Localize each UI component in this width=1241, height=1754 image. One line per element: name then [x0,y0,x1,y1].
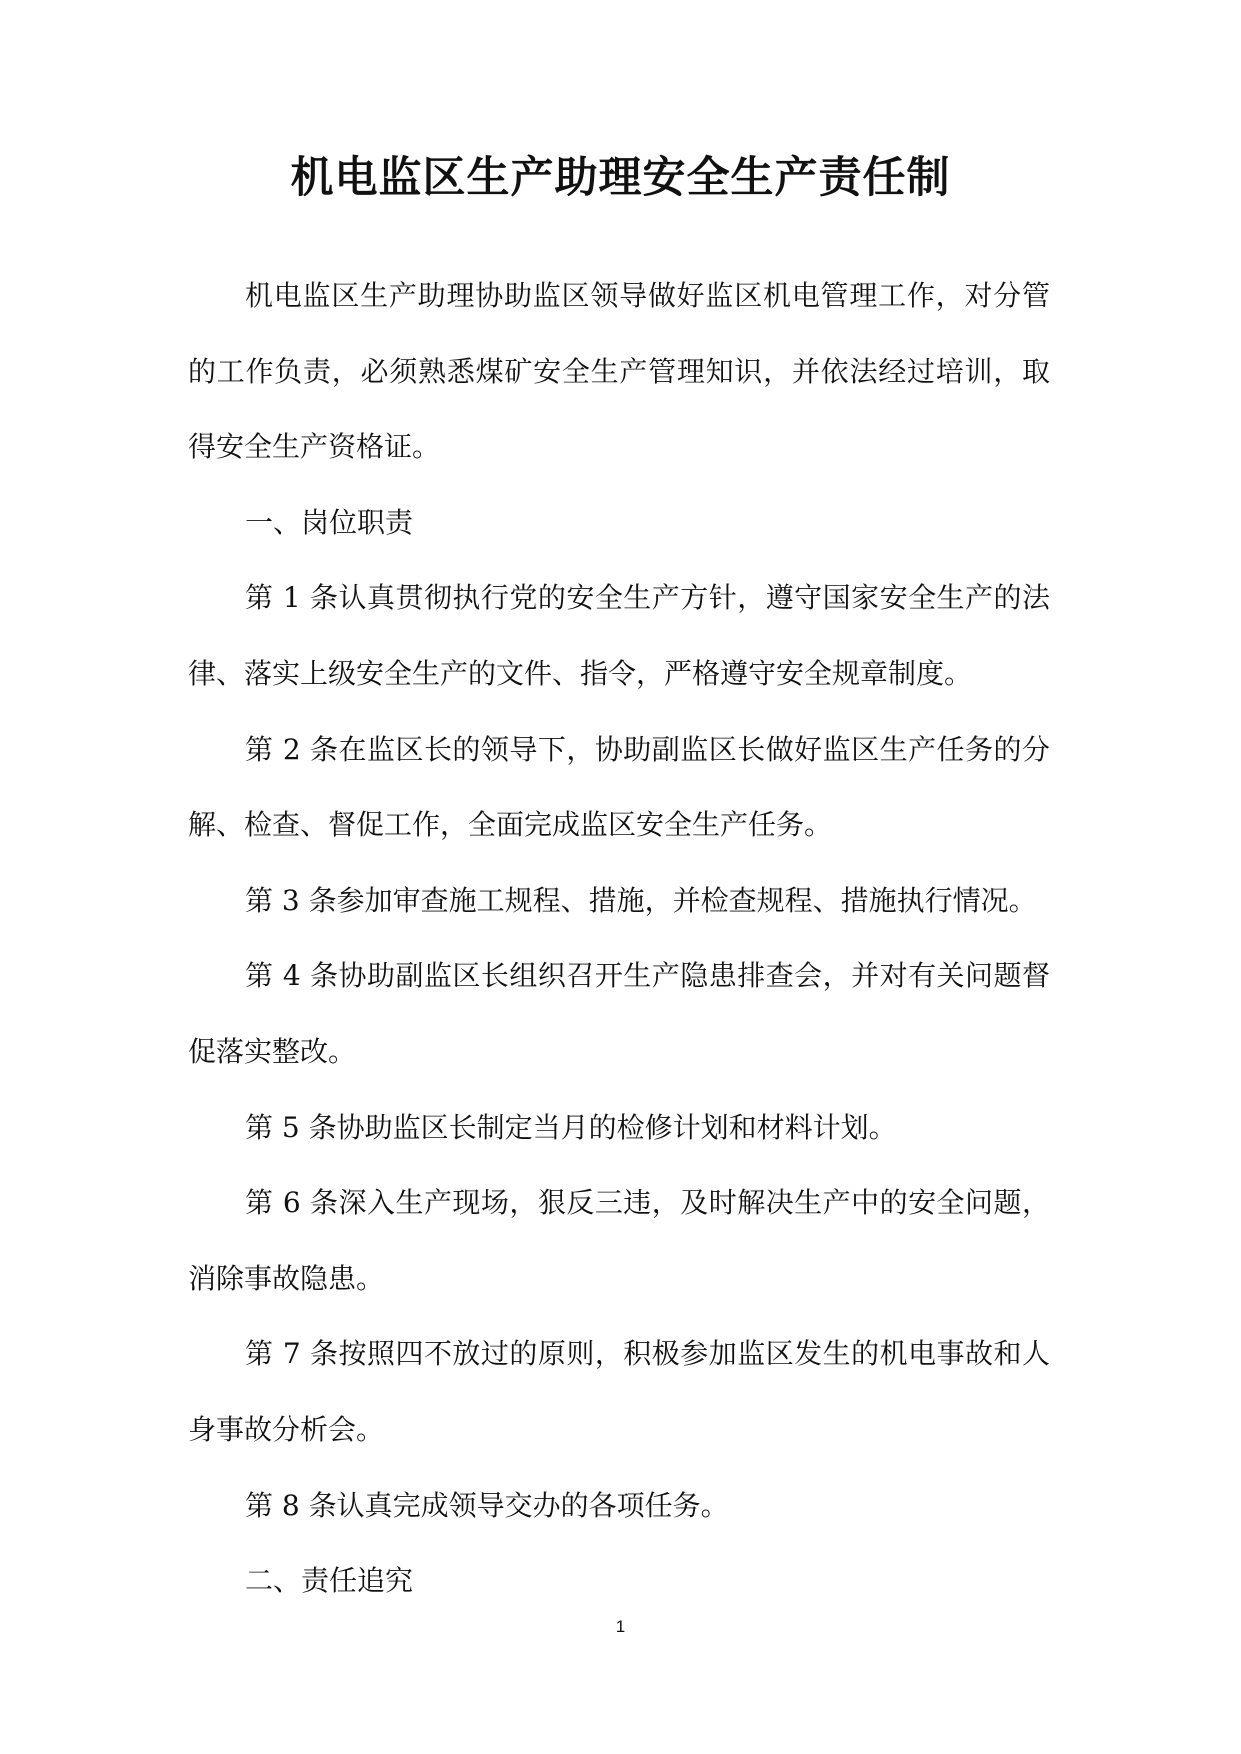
article-2: 第 2 条在监区长的领导下，协助副监区长做好监区生产任务的分解、检查、督促工作，全面完成监区安全生产任务。 [188,732,1050,842]
article-6: 第 6 条深入生产现场，狠反三违，及时解决生产中的安全问题，消除事故隐患。 [188,1186,1050,1295]
intro-paragraph: 机电监区生产助理协助监区领导做好监区机电管理工作，对分管的工作负责，必须熟悉煤矿安全生产管理知识，并依法经过培训，取得安全生产资格证。 [188,279,1050,464]
page-title: 机电监区生产助理安全生产责任制 [290,153,951,203]
article-1: 第 1 条认真贯彻执行党的安全生产方针，遵守国家安全生产的法律、落实上级安全生产的文件、指令，严格遵守安全规章制度。 [188,581,1050,690]
article-3: 第 3 条参加审查施工规程、措施，并检查规程、措施执行情况。 [245,883,1037,917]
section-heading-duties: 一、岗位职责 [245,505,414,539]
article-4: 第 4 条协助副监区长组织召开生产隐患排查会，并对有关问题督促落实整改。 [188,959,1050,1068]
article-5: 第 5 条协助监区长制定当月的检修计划和材料计划。 [245,1110,897,1144]
page-number: 1 [615,1617,626,1636]
article-7: 第 7 条按照四不放过的原则，积极参加监区发生的机电事故和人身事故分析会。 [188,1337,1050,1446]
article-8: 第 8 条认真完成领导交办的各项任务。 [245,1488,729,1522]
document-body [188,258,1050,1619]
section-heading-accountability: 二、责任追究 [245,1564,414,1598]
